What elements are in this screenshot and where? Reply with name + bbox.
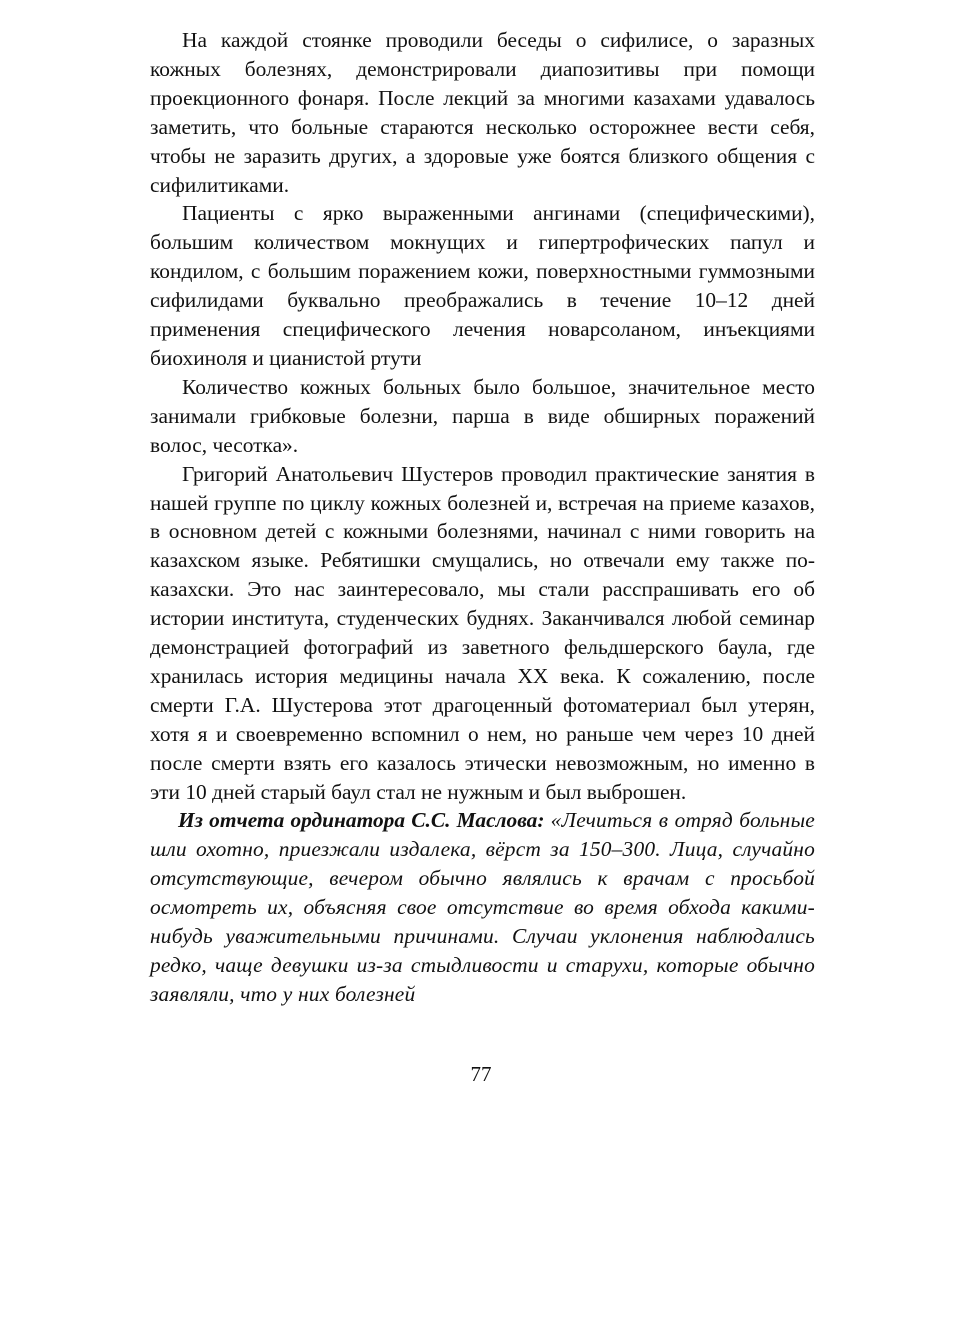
paragraph-treatment: Пациенты с ярко выраженными ангинами (специфическими), большим количеством мокнущих и гипертрофических папул и кондилом, с большим поражением кожи, поверхностными гуммозными сифилидами буквально преображались в течение 10–12 дней применения специфического лечения новарсоланом, инъекциями биохиноля и цианистой ртути [150,201,815,370]
paragraph-skin-diseases: Количество кожных больных было большое, значительное место занимали грибковые болезни, парша в виде обширных поражений волос, чесотка». [150,374,815,457]
report-quote: «Лечиться в отряд больные шли охотно, приезжали издалека, вёрст за 150–300. Лица, случайно отсутствующие, вечером обычно являлись к врачам с просьбой осмотреть их, объясняя свое отсутствие во время обхода какими-нибудь уважительными причинами. Случаи уклонения наблюдались редко, чаще девушки из-за стыдливости и старухи, которые обычно заявляли, что у них болезней [150,808,815,1006]
report-lead: Из отчета ординатора С.С. Маслова: [178,808,545,833]
paragraph-shusterov: Григорий Анатольевич Шустеров проводил практические занятия в нашей группе по циклу кожных болезней и, встречая на приеме казахов, в основном детей с кожными болезнями, начинал с ними говорить на казахском языке. Ребятишки смущались, но отвечали ему также по-казахски. Это нас заинтересовало, мы стали расспрашивать его об истории института, студенческих буднях. Заканчивался любой семинар демонстрацией фотографий из заветного фельдшерского баула, где хранилась история медицины начала XX века. К сожалению, после смерти Г.А. Шустерова этот драгоценный фотоматериал был утерян, хотя я и своевременно вспомнил о нем, но раньше чем через 10 дней после смерти взять его казалось этически невозможным, но именно в эти 10 дней старый баул стал не нужным и был выброшен. [150,461,815,804]
body-text [150,26,815,1009]
page-number: 77 [470,1062,492,1086]
report-paragraph [150,806,815,1008]
paragraph-lectures: На каждой стоянке проводили беседы о сифилисе, о заразных кожных болезнях, демонстрировали диапозитивы при помощи проекционного фонаря. После лекций за многими казахами удавалось заметить, что больные стараются несколько осторожнее вести себя, чтобы не заразить других, а здоровые уже боятся близкого общения с сифилитиками. [150,28,815,197]
